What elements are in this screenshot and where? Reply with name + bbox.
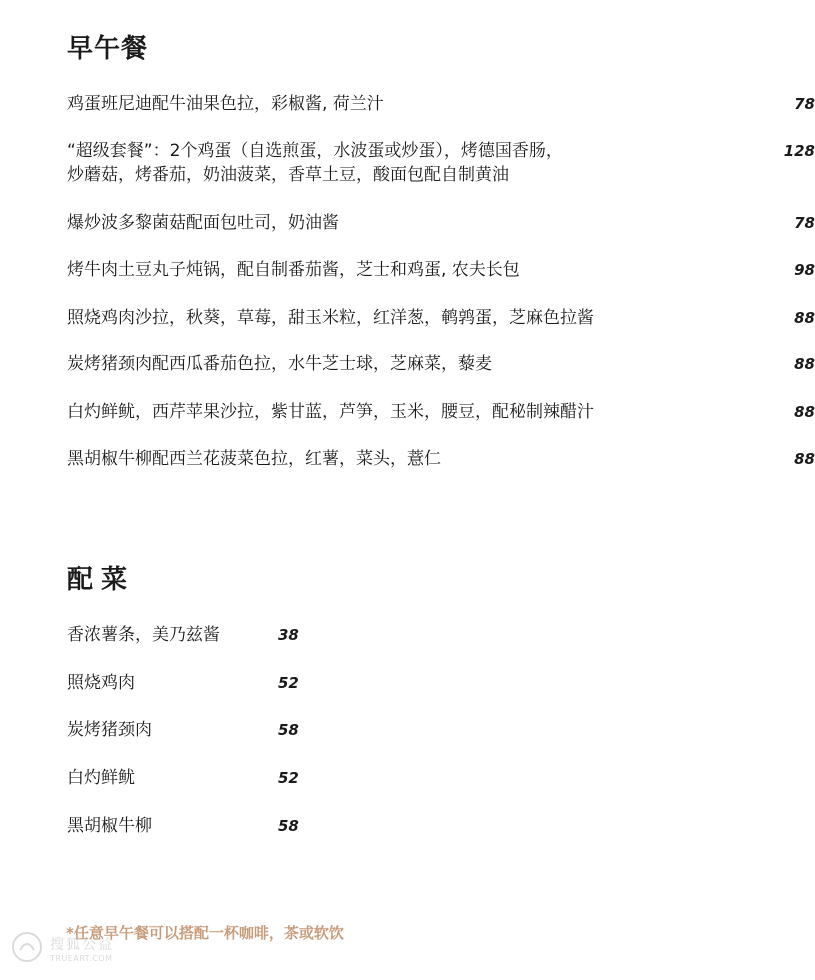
breakfast-menu-item bbox=[67, 306, 815, 330]
item-name: 炭烤猪颈肉配西瓜番茄色拉，水牛芝士球，芝麻菜，藜麦 bbox=[67, 354, 492, 374]
item-name: 照烧鸡肉沙拉，秋葵，草莓，甜玉米粒，红洋葱，鹌鹑蛋，芝麻色拉酱 bbox=[67, 308, 594, 328]
item-price: 52 bbox=[278, 769, 299, 787]
item-price: 88 bbox=[794, 450, 815, 468]
item-price: 58 bbox=[278, 817, 299, 835]
side-menu-item bbox=[67, 623, 299, 647]
breakfast-menu-item bbox=[67, 211, 815, 235]
item-price: 38 bbox=[278, 626, 299, 644]
breakfast-menu-item bbox=[67, 447, 815, 471]
item-name: “超级套餐”：2个鸡蛋（自选煎蛋，水波蛋或炒蛋），烤德国香肠， 炒蘑菇，烤番茄，奶油菠菜，香草土豆，酸面包配自制黄油 bbox=[67, 141, 563, 185]
item-name: 香浓薯条，美乃兹酱 bbox=[67, 625, 220, 645]
side-menu-item bbox=[67, 766, 299, 790]
breakfast-menu-item bbox=[67, 258, 815, 282]
watermark-subtext: TRUEART.COM bbox=[50, 954, 113, 963]
watermark-text: 搜狐公益 bbox=[50, 937, 114, 953]
sides-section-title: 配菜 bbox=[67, 565, 136, 595]
item-name: 照烧鸡肉 bbox=[67, 673, 135, 693]
item-price: 128 bbox=[783, 142, 815, 160]
item-name: 鸡蛋班尼迪配牛油果色拉，彩椒酱, 荷兰汁 bbox=[67, 94, 384, 114]
item-price: 98 bbox=[794, 261, 815, 279]
item-name: 白灼鲜鱿 bbox=[67, 768, 135, 788]
breakfast-menu-item bbox=[67, 92, 815, 116]
footnote: *任意早午餐可以搭配一杯咖啡，茶或软饮 bbox=[66, 924, 344, 942]
item-price: 88 bbox=[794, 309, 815, 327]
item-name: 黑胡椒牛柳 bbox=[67, 816, 152, 836]
item-name: 黑胡椒牛柳配西兰花菠菜色拉，红薯，菜头，薏仁 bbox=[67, 449, 441, 469]
item-name: 白灼鲜鱿，西芹苹果沙拉，紫甘蓝，芦笋，玉米，腰豆，配秘制辣醋汁 bbox=[67, 402, 594, 422]
breakfast-menu-item bbox=[67, 352, 815, 376]
item-name: 炭烤猪颈肉 bbox=[67, 720, 152, 740]
side-menu-item bbox=[67, 718, 299, 742]
side-menu-item bbox=[67, 671, 299, 695]
item-price: 58 bbox=[278, 721, 299, 739]
item-name: 烤牛肉土豆丸子炖锅，配自制番茄酱，芝士和鸡蛋, 农夫长包 bbox=[67, 260, 520, 280]
breakfast-section-title: 早午餐 bbox=[67, 34, 149, 64]
item-price: 78 bbox=[794, 95, 815, 113]
watermark-logo-icon bbox=[10, 930, 44, 964]
item-price: 52 bbox=[278, 674, 299, 692]
breakfast-menu-item bbox=[67, 139, 815, 187]
item-price: 88 bbox=[794, 403, 815, 421]
item-price: 88 bbox=[794, 355, 815, 373]
breakfast-menu-item bbox=[67, 400, 815, 424]
item-name: 爆炒波多黎菌菇配面包吐司，奶油酱 bbox=[67, 213, 339, 233]
item-price: 78 bbox=[794, 214, 815, 232]
side-menu-item bbox=[67, 814, 299, 838]
watermark bbox=[10, 930, 130, 974]
